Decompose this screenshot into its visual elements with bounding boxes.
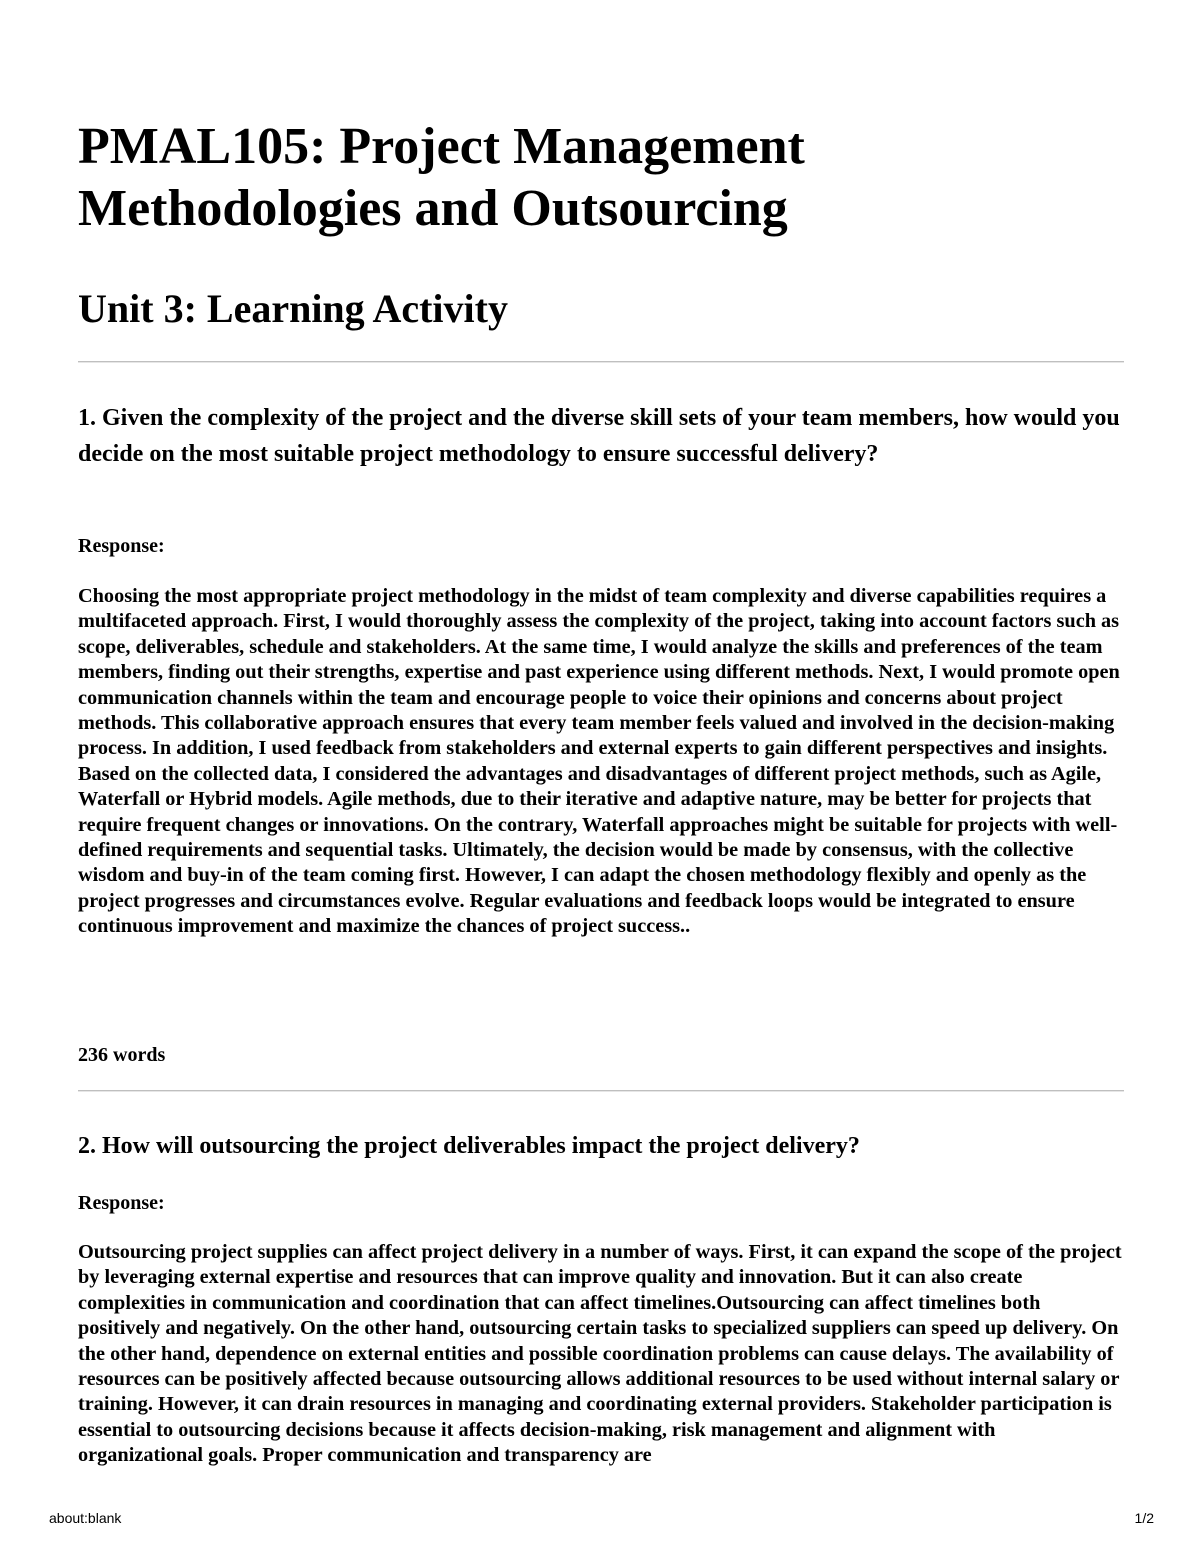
footer-page-number: 1/2 bbox=[1134, 1510, 1154, 1526]
document-title: PMAL105: Project Management Methodologies and Outsourcing bbox=[78, 118, 805, 237]
unit-title: Unit 3: Learning Activity bbox=[78, 286, 508, 331]
section-divider bbox=[78, 361, 1124, 363]
question-heading: 2. How will outsourcing the project deliverables impact the project delivery? bbox=[78, 1133, 860, 1159]
word-count: 236 words bbox=[78, 1044, 166, 1066]
question-heading: 1. Given the complexity of the project and the diverse skill sets of your team members, how would you decide on the most suitable project methodology to ensure successful delivery? bbox=[78, 405, 1120, 467]
response-text: Choosing the most appropriate project methodology in the midst of team complexity and diverse capabilities requires a multifaceted approach. First, I would thoroughly assess the complexity of the project, taking into account factors such as scope, deliverables, schedule and stakeholders. At the same time, I would analyze the skills and preferences of the team members, finding out their strengths, expertise and past experience using different methods. Next, I would promote open communication channels within the team and encourage people to voice their opinions and concerns about project methods. This collaborative approach ensures that every team member feels valued and involved in the decision-making process. In addition, I used feedback from stakeholders and external experts to gain different perspectives and insights. Based on the collected data, I considered the advantages and disadvantages of different project methods, such as Agile, Waterfall or Hybrid models. Agile methods, due to their iterative and adaptive nature, may be better for projects that require frequent changes or innovations. On the contrary, Waterfall approaches might be suitable for projects with well-defined requirements and sequential tasks. Ultimately, the decision would be made by consensus, with the collective wisdom and buy-in of the team coming first. However, I can adapt the chosen methodology flexibly and openly as the project progresses and circumstances evolve. Regular evaluations and feedback loops would be integrated to ensure continuous improvement and maximize the chances of project success.. bbox=[78, 585, 1120, 938]
footer-url: about:blank bbox=[49, 1510, 122, 1526]
response-text: Outsourcing project supplies can affect project delivery in a number of ways. First, it can expand the scope of the project by leveraging external expertise and resources that can improve quality and innovation. But it can also create complexities in communication and coordination that can affect timelines.Outsourcing can affect timelines both positively and negatively. On the other hand, outsourcing certain tasks to specialized suppliers can speed up delivery. On the other hand, dependence on external entities and possible coordination problems can cause delays. The availability of resources can be positively affected because outsourcing allows additional resources to be used without internal salary or training. However, it can drain resources in managing and coordinating external providers. Stakeholder participation is essential to outsourcing decisions because it affects decision-making, risk management and alignment with organizational goals. Proper communication and transparency are bbox=[78, 1241, 1122, 1467]
response-label: Response: bbox=[78, 535, 165, 557]
section-divider bbox=[78, 1090, 1124, 1092]
response-label: Response: bbox=[78, 1192, 165, 1214]
